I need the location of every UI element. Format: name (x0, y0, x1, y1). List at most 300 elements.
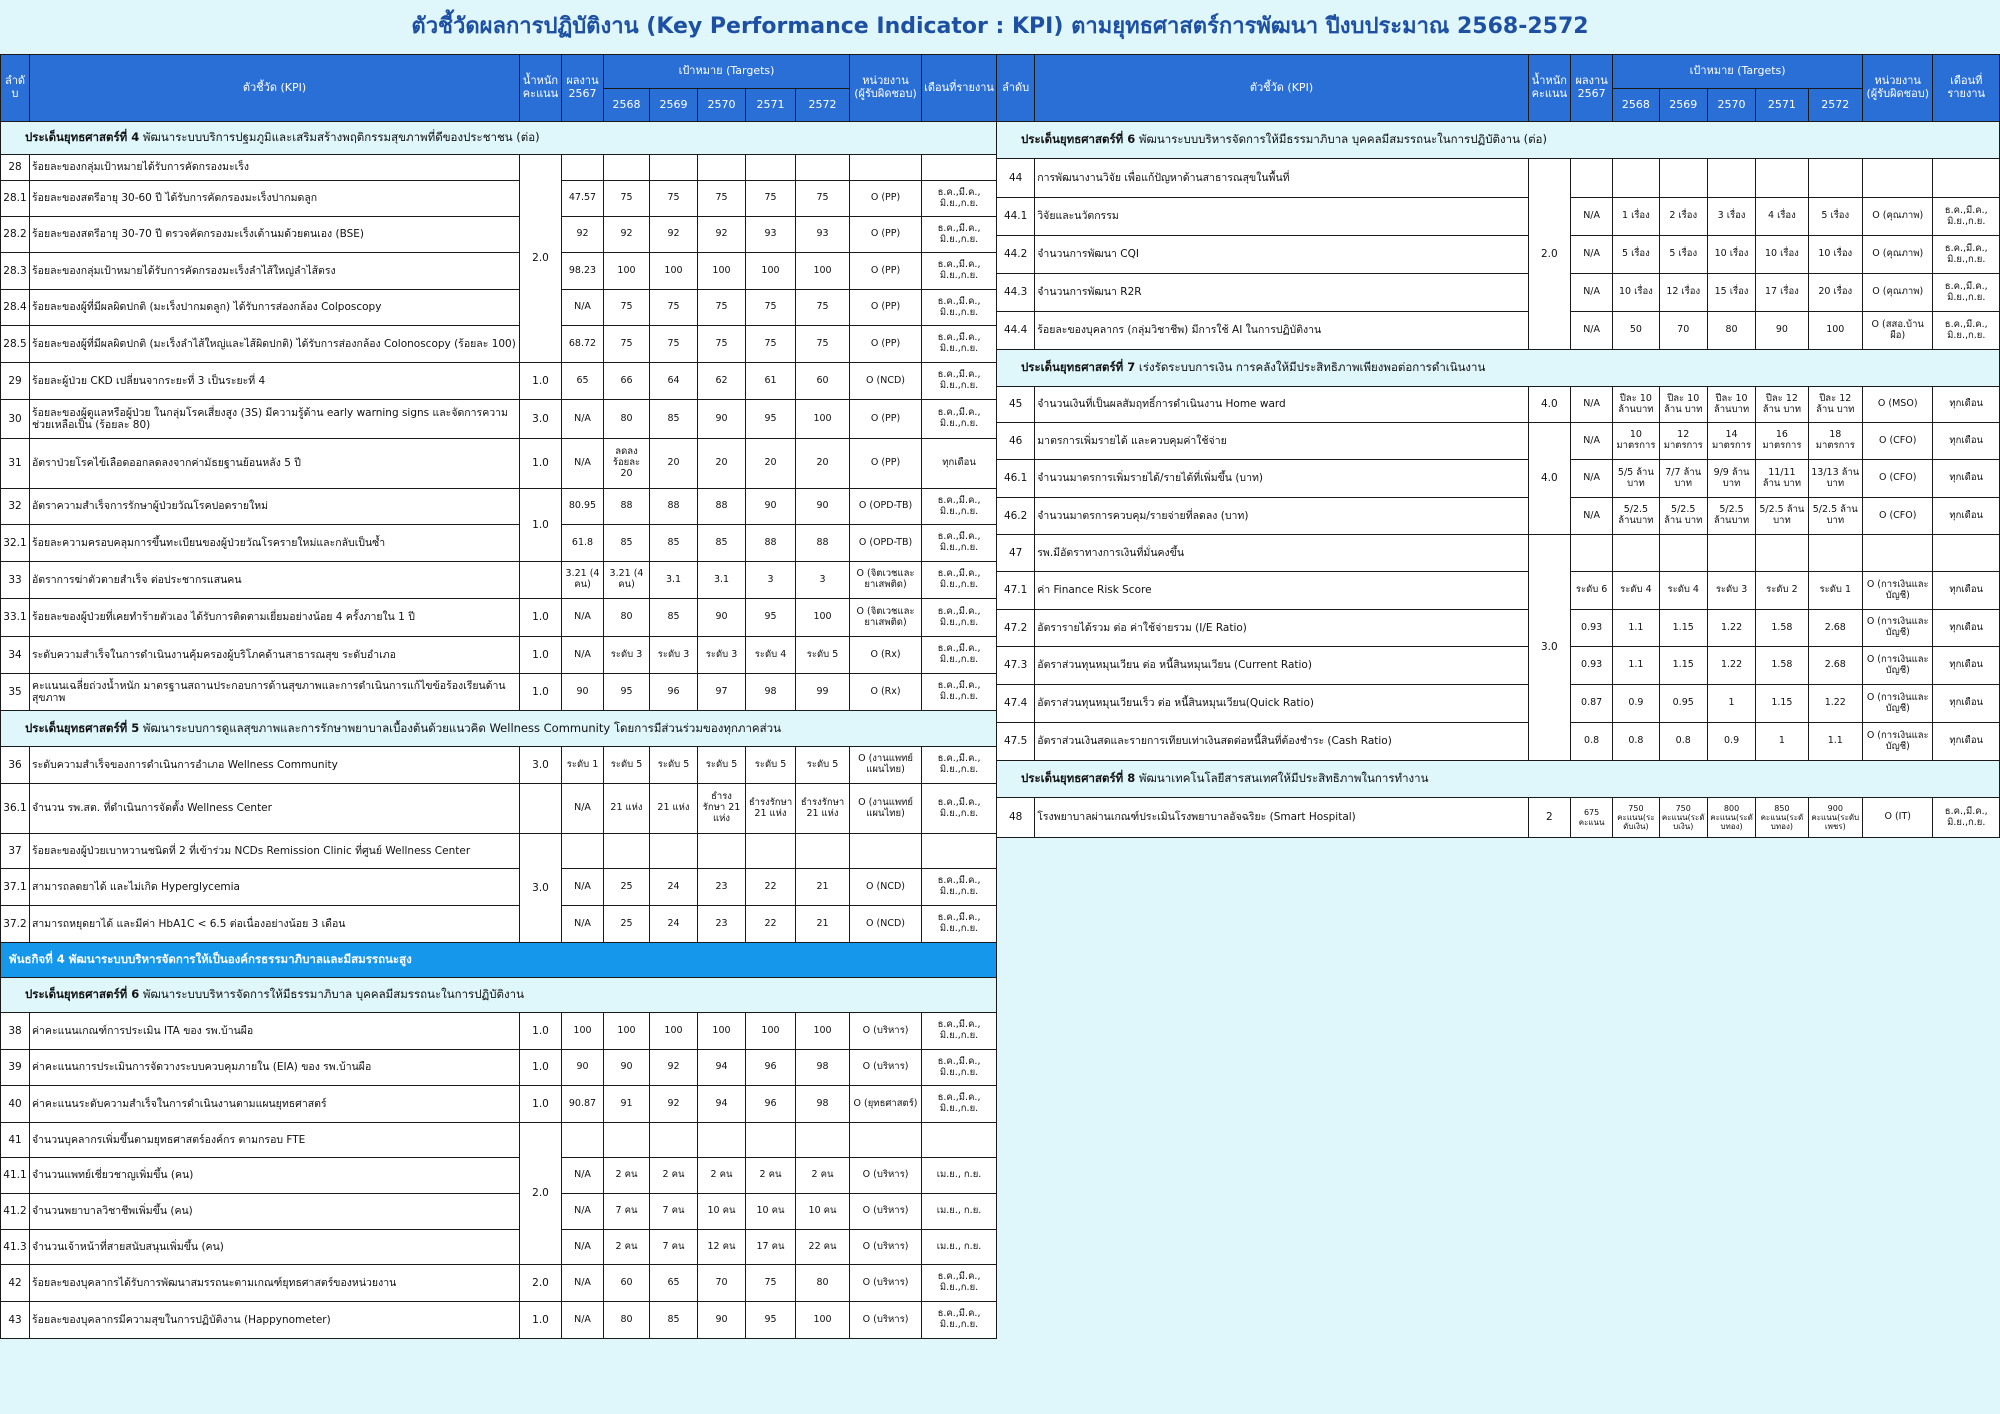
kpi-month: ธ.ค.,มี.ค., มิ.ย.,ก.ย. (922, 747, 997, 784)
kpi-unit: O (สสอ.บ้าน ผือ) (1862, 312, 1932, 350)
kpi-result: 98.23 (562, 253, 604, 290)
kpi-month: ทุกเดือน (1933, 685, 2000, 723)
kpi-result (562, 1123, 604, 1158)
kpi-result: N/A (562, 290, 604, 326)
kpi-target (650, 834, 698, 869)
kpi-target: ปีละ 12 ล้าน บาท (1756, 387, 1808, 423)
kpi-target: ปีละ 10 ล้านบาท (1613, 387, 1659, 423)
kpi-unit: O (คุณภาพ) (1862, 236, 1932, 274)
kpi-result: N/A (1570, 198, 1612, 236)
kpi-target: 21 (796, 906, 850, 943)
table-row (1, 1194, 997, 1230)
kpi-target: 1.58 (1756, 647, 1808, 685)
kpi-no: 41.2 (1, 1194, 30, 1230)
kpi-result: N/A (1570, 423, 1612, 460)
kpi-unit: O (บริหาร) (850, 1194, 922, 1230)
kpi-target: 96 (746, 1050, 796, 1086)
kpi-name: ร้อยละของผู้ป่วยที่เคยทำร้ายตัวเอง ได้รับการติดตามเยี่ยมอย่างน้อย 4 ครั้งภายใน 1 ปี (30, 599, 520, 637)
kpi-result: N/A (562, 1230, 604, 1265)
kpi-month: ธ.ค.,มี.ค., มิ.ย.,ก.ย. (922, 181, 997, 217)
kpi-target: ระดับ 5 (698, 747, 746, 784)
kpi-name: ร้อยละของกลุ่มเป้าหมายได้รับการคัดกรองมะเร็ง (30, 155, 520, 181)
kpi-name: ค่าคะแนนเกณฑ์การประเมิน ITA ของ รพ.บ้านผือ (30, 1013, 520, 1050)
kpi-target: 75 (796, 290, 850, 326)
kpi-unit: O (งานแพทย์ แผนไทย) (850, 747, 922, 784)
kpi-result: 80.95 (562, 489, 604, 525)
kpi-target: 3.1 (698, 562, 746, 599)
kpi-result: N/A (1570, 274, 1612, 312)
kpi-target: 80 (796, 1265, 850, 1302)
kpi-target: 2 คน (604, 1158, 650, 1194)
kpi-result: 0.87 (1570, 685, 1612, 723)
table-row (997, 535, 2000, 572)
kpi-target: 2 คน (650, 1158, 698, 1194)
kpi-name: ร้อยละของผู้ดูแลหรือผู้ป่วย ในกลุ่มโรคเสี่ยงสูง (3S) มีความรู้ด้าน early warning signs และจัดการความช่วยเหลือเป็น (ร้อยละ 80) (30, 400, 520, 439)
kpi-target: 93 (746, 217, 796, 253)
kpi-target: 12 คน (698, 1230, 746, 1265)
kpi-name: อัตราความสำเร็จการรักษาผู้ป่วยวัณโรคปอดรายใหม่ (30, 489, 520, 525)
kpi-target (698, 834, 746, 869)
table-row (1, 1086, 997, 1123)
kpi-target: 75 (746, 1265, 796, 1302)
kpi-target: ระดับ 5 (796, 747, 850, 784)
table-row (997, 610, 2000, 647)
table-row (997, 312, 2000, 350)
kpi-month (922, 834, 997, 869)
kpi-month: ธ.ค.,มี.ค., มิ.ย.,ก.ย. (922, 1302, 997, 1339)
kpi-no: 47.1 (997, 572, 1035, 610)
kpi-target: ปีละ 12 ล้าน บาท (1808, 387, 1862, 423)
header-year: 2570 (698, 89, 746, 122)
table-row (1, 1265, 997, 1302)
kpi-month: ธ.ค.,มี.ค., มิ.ย.,ก.ย. (922, 906, 997, 943)
kpi-name: จำนวนการพัฒนา CQI (1035, 236, 1528, 274)
kpi-weight: 2.0 (1528, 159, 1570, 350)
kpi-result: N/A (1570, 236, 1612, 274)
kpi-result (1570, 535, 1612, 572)
kpi-month: ธ.ค.,มี.ค., มิ.ย.,ก.ย. (922, 637, 997, 674)
kpi-target: 3 (796, 562, 850, 599)
kpi-target: 88 (796, 525, 850, 562)
kpi-month: ธ.ค.,มี.ค., มิ.ย.,ก.ย. (922, 1013, 997, 1050)
kpi-name: ร้อยละของบุคลากรมีความสุขในการปฏิบัติงาน (Happynometer) (30, 1302, 520, 1339)
kpi-no: 31 (1, 439, 30, 489)
kpi-result: 47.57 (562, 181, 604, 217)
kpi-target: 850 คะแนน(ระดับทอง) (1756, 798, 1808, 838)
kpi-no: 47.2 (997, 610, 1035, 647)
kpi-name: ร้อยละผู้ป่วย CKD เปลี่ยนจากระยะที่ 3 เป็นระยะที่ 4 (30, 363, 520, 400)
kpi-unit: O (การเงินและ บัญชี) (1862, 572, 1932, 610)
kpi-target: 92 (698, 217, 746, 253)
kpi-target: 12 เรื่อง (1659, 274, 1707, 312)
table-row (1, 674, 997, 711)
kpi-target: 100 (650, 253, 698, 290)
kpi-no: 44.3 (997, 274, 1035, 312)
kpi-target: 75 (698, 326, 746, 363)
kpi-unit: O (PP) (850, 400, 922, 439)
kpi-target: 17 เรื่อง (1756, 274, 1808, 312)
kpi-no: 36.1 (1, 784, 30, 834)
table-row (997, 274, 2000, 312)
kpi-target: 100 (796, 400, 850, 439)
kpi-target (1808, 159, 1862, 198)
kpi-target: ปีละ 10 ล้าน บาท (1659, 387, 1707, 423)
kpi-target: ระดับ 5 (796, 637, 850, 674)
table-row (997, 387, 2000, 423)
kpi-no: 47 (997, 535, 1035, 572)
kpi-target: 5 เรื่อง (1613, 236, 1659, 274)
kpi-target: 20 (796, 439, 850, 489)
kpi-name: สามารถหยุดยาได้ และมีค่า HbA1C < 6.5 ต่อเนื่องอย่างน้อย 3 เดือน (30, 906, 520, 943)
kpi-result (1570, 159, 1612, 198)
kpi-target: 93 (796, 217, 850, 253)
kpi-weight: 3.0 (520, 747, 562, 784)
kpi-result: 90.87 (562, 1086, 604, 1123)
kpi-target (698, 1123, 746, 1158)
kpi-target: 3 เรื่อง (1707, 198, 1755, 236)
kpi-result: 90 (562, 1050, 604, 1086)
kpi-name: รพ.มีอัตราทางการเงินที่มั่นคงขึ้น (1035, 535, 1528, 572)
kpi-no: 46.2 (997, 498, 1035, 535)
kpi-target: 2.68 (1808, 647, 1862, 685)
table-row (1, 155, 997, 181)
kpi-unit: O (บริหาร) (850, 1050, 922, 1086)
kpi-target: 98 (796, 1050, 850, 1086)
kpi-result: N/A (1570, 312, 1612, 350)
kpi-target: 12 มาตรการ (1659, 423, 1707, 460)
header-year: 2568 (604, 89, 650, 122)
kpi-result: 675 คะแนน (1570, 798, 1612, 838)
kpi-target: 21 แห่ง (604, 784, 650, 834)
kpi-month: ธ.ค.,มี.ค., มิ.ย.,ก.ย. (1933, 198, 2000, 236)
table-row (1, 906, 997, 943)
kpi-target: 21 แห่ง (650, 784, 698, 834)
kpi-target: ธำรงรักษา 21 แห่ง (796, 784, 850, 834)
kpi-target: 1.22 (1808, 685, 1862, 723)
kpi-target: 20 เรื่อง (1808, 274, 1862, 312)
kpi-no: 32.1 (1, 525, 30, 562)
kpi-target: 95 (746, 1302, 796, 1339)
kpi-no: 41.1 (1, 1158, 30, 1194)
table-row (1, 1050, 997, 1086)
kpi-unit: O (คุณภาพ) (1862, 274, 1932, 312)
kpi-target: 92 (650, 1050, 698, 1086)
kpi-name: ค่า Finance Risk Score (1035, 572, 1528, 610)
kpi-target: 1.1 (1613, 610, 1659, 647)
kpi-target: 90 (1756, 312, 1808, 350)
kpi-result: N/A (562, 906, 604, 943)
kpi-month: ทุกเดือน (1933, 460, 2000, 498)
kpi-weight: 1.0 (520, 1086, 562, 1123)
kpi-unit: O (จิตเวชและ ยาเสพติด) (850, 599, 922, 637)
kpi-target: 1.22 (1707, 647, 1755, 685)
kpi-month: ทุกเดือน (1933, 387, 2000, 423)
kpi-target (604, 1123, 650, 1158)
kpi-target: ระดับ 3 (1707, 572, 1755, 610)
kpi-month: เม.ย., ก.ย. (922, 1194, 997, 1230)
kpi-target (1707, 535, 1755, 572)
kpi-target: 10 คน (698, 1194, 746, 1230)
kpi-target: 75 (796, 326, 850, 363)
kpi-target (650, 155, 698, 181)
kpi-name: อัตราส่วนทุนหมุนเวียนเร็ว ต่อ หนี้สินหมุนเวียน(Quick Ratio) (1035, 685, 1528, 723)
kpi-target: 1 เรื่อง (1613, 198, 1659, 236)
kpi-target: 95 (604, 674, 650, 711)
table-row (997, 572, 2000, 610)
kpi-target: 22 (746, 906, 796, 943)
kpi-month: ทุกเดือน (1933, 610, 2000, 647)
kpi-no: 34 (1, 637, 30, 674)
header-year: 2572 (1808, 89, 1862, 122)
kpi-target: 5/2.5 ล้าน บาท (1808, 498, 1862, 535)
kpi-target (1613, 159, 1659, 198)
kpi-unit: O (Rx) (850, 637, 922, 674)
kpi-no: 40 (1, 1086, 30, 1123)
kpi-target: ปีละ 10 ล้านบาท (1707, 387, 1755, 423)
kpi-target (1756, 159, 1808, 198)
kpi-weight: 1.0 (520, 1302, 562, 1339)
kpi-target: 4 เรื่อง (1756, 198, 1808, 236)
kpi-no: 43 (1, 1302, 30, 1339)
header-year: 2572 (796, 89, 850, 122)
kpi-no: 42 (1, 1265, 30, 1302)
kpi-target: 2 เรื่อง (1659, 198, 1707, 236)
kpi-name: ร้อยละของสตรีอายุ 30-60 ปี ได้รับการคัดกรองมะเร็งปากมดลูก (30, 181, 520, 217)
kpi-unit: O (OPD-TB) (850, 525, 922, 562)
kpi-target: 94 (698, 1050, 746, 1086)
kpi-no: 44.1 (997, 198, 1035, 236)
kpi-month: ธ.ค.,มี.ค., มิ.ย.,ก.ย. (922, 1265, 997, 1302)
kpi-name: จำนวนเจ้าหน้าที่สายสนับสนุนเพิ่มขึ้น (คน) (30, 1230, 520, 1265)
header-weight: น้ำหนักคะแนน (1528, 55, 1570, 122)
kpi-result (562, 834, 604, 869)
table-row (1, 400, 997, 439)
kpi-target: 75 (746, 181, 796, 217)
table-row (1, 1302, 997, 1339)
kpi-target: 1.1 (1808, 723, 1862, 761)
kpi-no: 39 (1, 1050, 30, 1086)
kpi-weight: 2.0 (520, 155, 562, 363)
header-year: 2571 (746, 89, 796, 122)
kpi-no: 28.2 (1, 217, 30, 253)
kpi-unit (1862, 535, 1932, 572)
kpi-month: ทุกเดือน (1933, 423, 2000, 460)
header-month: เดือนที่รายงาน (922, 55, 997, 122)
kpi-target: 13/13 ล้าน บาท (1808, 460, 1862, 498)
kpi-result: 0.93 (1570, 610, 1612, 647)
kpi-month: ธ.ค.,มี.ค., มิ.ย.,ก.ย. (922, 562, 997, 599)
kpi-target: ระดับ 5 (604, 747, 650, 784)
kpi-name: คะแนนเฉลี่ยถ่วงน้ำหนัก มาตรฐานสถานประกอบการด้านสุขภาพและการดำเนินการแก้ไขข้อร้องเรียนด้านสุขภาพ (30, 674, 520, 711)
kpi-name: จำนวนมาตรการเพิ่มรายได้/รายได้ที่เพิ่มขึ้น (บาท) (1035, 460, 1528, 498)
kpi-target: 90 (796, 489, 850, 525)
kpi-target: 75 (650, 181, 698, 217)
kpi-target: 20 (698, 439, 746, 489)
kpi-no: 36 (1, 747, 30, 784)
kpi-no: 44.4 (997, 312, 1035, 350)
kpi-target: 90 (604, 1050, 650, 1086)
kpi-unit: O (บริหาร) (850, 1158, 922, 1194)
kpi-target: 80 (604, 400, 650, 439)
kpi-target (1707, 159, 1755, 198)
kpi-target: 16 มาตรการ (1756, 423, 1808, 460)
kpi-unit: O (NCD) (850, 906, 922, 943)
kpi-unit: O (การเงินและ บัญชี) (1862, 723, 1932, 761)
kpi-unit: O (NCD) (850, 869, 922, 906)
kpi-unit: O (บริหาร) (850, 1265, 922, 1302)
kpi-result: N/A (562, 869, 604, 906)
kpi-month: ทุกเดือน (1933, 572, 2000, 610)
kpi-target: 91 (604, 1086, 650, 1123)
table-row (1, 253, 997, 290)
kpi-unit (850, 1123, 922, 1158)
kpi-target: 60 (796, 363, 850, 400)
kpi-no: 29 (1, 363, 30, 400)
kpi-target: 20 (746, 439, 796, 489)
table-row (997, 236, 2000, 274)
header-year: 2571 (1756, 89, 1808, 122)
kpi-no: 38 (1, 1013, 30, 1050)
kpi-name: โรงพยาบาลผ่านเกณฑ์ประเมินโรงพยาบาลอัจฉริยะ (Smart Hospital) (1035, 798, 1528, 838)
kpi-no: 33 (1, 562, 30, 599)
kpi-unit: O (OPD-TB) (850, 489, 922, 525)
table-row (1, 599, 997, 637)
kpi-target: 0.8 (1659, 723, 1707, 761)
kpi-target (746, 1123, 796, 1158)
table-row (1, 784, 997, 834)
page-title: ตัวชี้วัดผลการปฏิบัติงาน (Key Performance Indicator : KPI) ตามยุทธศาสตร์การพัฒนา ปีงบประมาณ 2568-2572 (411, 14, 1589, 39)
kpi-target: 75 (796, 181, 850, 217)
kpi-unit: O (PP) (850, 290, 922, 326)
kpi-no: 47.5 (997, 723, 1035, 761)
kpi-target: ระดับ 4 (1659, 572, 1707, 610)
kpi-target: 100 (796, 599, 850, 637)
header-year: 2569 (650, 89, 698, 122)
kpi-target: 75 (698, 181, 746, 217)
kpi-target: 10 เรื่อง (1613, 274, 1659, 312)
kpi-unit: O (งานแพทย์ แผนไทย) (850, 784, 922, 834)
kpi-target: 98 (796, 1086, 850, 1123)
kpi-target: 10 คน (796, 1194, 850, 1230)
kpi-target: 10 เรื่อง (1756, 236, 1808, 274)
kpi-target: 2.68 (1808, 610, 1862, 647)
kpi-result: N/A (562, 784, 604, 834)
header-month: เดือนที่รายงาน (1933, 55, 2000, 122)
kpi-target (796, 834, 850, 869)
header-year: 2570 (1707, 89, 1755, 122)
kpi-target: 85 (650, 1302, 698, 1339)
kpi-no: 30 (1, 400, 30, 439)
kpi-target: 66 (604, 363, 650, 400)
header-kpi: ตัวชี้วัด (KPI) (30, 55, 520, 122)
kpi-month (922, 155, 997, 181)
kpi-no: 35 (1, 674, 30, 711)
table-row (997, 423, 2000, 460)
kpi-target: ระดับ 3 (650, 637, 698, 674)
kpi-unit: O (จิตเวชและ ยาเสพติด) (850, 562, 922, 599)
kpi-unit: O (การเงินและ บัญชี) (1862, 647, 1932, 685)
kpi-month: ธ.ค.,มี.ค., มิ.ย.,ก.ย. (922, 1050, 997, 1086)
header-targets: เป้าหมาย (Targets) (604, 55, 850, 89)
table-row (1, 290, 997, 326)
kpi-month: ธ.ค.,มี.ค., มิ.ย.,ก.ย. (1933, 312, 2000, 350)
table-row (997, 198, 2000, 236)
kpi-no: 28 (1, 155, 30, 181)
kpi-unit: O (NCD) (850, 363, 922, 400)
kpi-weight: 2.0 (520, 1123, 562, 1265)
table-row (1, 747, 997, 784)
kpi-unit (850, 155, 922, 181)
kpi-target: 85 (650, 525, 698, 562)
kpi-month: ธ.ค.,มี.ค., มิ.ย.,ก.ย. (922, 400, 997, 439)
kpi-name: วิจัยและนวัตกรรม (1035, 198, 1528, 236)
kpi-month: ทุกเดือน (1933, 647, 2000, 685)
kpi-target: 17 คน (746, 1230, 796, 1265)
kpi-unit: O (PP) (850, 326, 922, 363)
kpi-unit: O (การเงินและ บัญชี) (1862, 685, 1932, 723)
kpi-target: 2 คน (698, 1158, 746, 1194)
kpi-target: 1.15 (1659, 647, 1707, 685)
kpi-target: 1.1 (1613, 647, 1659, 685)
kpi-month (1933, 159, 2000, 198)
kpi-target: 88 (698, 489, 746, 525)
kpi-name: จำนวน รพ.สต. ที่ดำเนินการจัดตั้ง Wellness Center (30, 784, 520, 834)
kpi-name: จำนวนเงินที่เป็นผลสัมฤทธิ์การดำเนินงาน Home ward (1035, 387, 1528, 423)
kpi-target: 65 (650, 1265, 698, 1302)
kpi-target: 60 (604, 1265, 650, 1302)
kpi-month: ทุกเดือน (922, 439, 997, 489)
table-row (1, 525, 997, 562)
kpi-result: 90 (562, 674, 604, 711)
kpi-month: ทุกเดือน (1933, 723, 2000, 761)
kpi-name: สามารถลดยาได้ และไม่เกิด Hyperglycemia (30, 869, 520, 906)
kpi-name: จำนวนบุคลากรเพิ่มขึ้นตามยุทธศาสตร์องค์กร ตามกรอบ FTE (30, 1123, 520, 1158)
kpi-result: ระดับ 1 (562, 747, 604, 784)
kpi-weight: 1.0 (520, 599, 562, 637)
kpi-target: 5 เรื่อง (1659, 236, 1707, 274)
table-row (1, 439, 997, 489)
kpi-table-right (996, 54, 2000, 838)
kpi-no: 28.4 (1, 290, 30, 326)
kpi-name: ระดับความสำเร็จของการดำเนินการอำเภอ Wellness Community (30, 747, 520, 784)
kpi-unit: O (PP) (850, 181, 922, 217)
kpi-result: N/A (562, 1158, 604, 1194)
kpi-target: 88 (604, 489, 650, 525)
kpi-target: 100 (604, 1013, 650, 1050)
kpi-target (1613, 535, 1659, 572)
kpi-result: 0.93 (1570, 647, 1612, 685)
kpi-result: N/A (562, 599, 604, 637)
kpi-no: 48 (997, 798, 1035, 838)
kpi-target: 92 (650, 217, 698, 253)
kpi-month (922, 1123, 997, 1158)
kpi-target: 5/2.5 ล้านบาท (1707, 498, 1755, 535)
kpi-unit: O (Rx) (850, 674, 922, 711)
table-row (997, 798, 2000, 838)
kpi-weight: 4.0 (1528, 423, 1570, 535)
kpi-no: 46.1 (997, 460, 1035, 498)
kpi-result: 65 (562, 363, 604, 400)
header-no: ลำดับ (997, 55, 1035, 122)
kpi-target: 80 (1707, 312, 1755, 350)
kpi-target: 20 (650, 439, 698, 489)
kpi-month: ธ.ค.,มี.ค., มิ.ย.,ก.ย. (922, 674, 997, 711)
kpi-target: 25 (604, 906, 650, 943)
kpi-month: ธ.ค.,มี.ค., มิ.ย.,ก.ย. (922, 599, 997, 637)
kpi-target: 95 (746, 400, 796, 439)
kpi-target: 0.9 (1613, 685, 1659, 723)
kpi-target: 100 (698, 1013, 746, 1050)
